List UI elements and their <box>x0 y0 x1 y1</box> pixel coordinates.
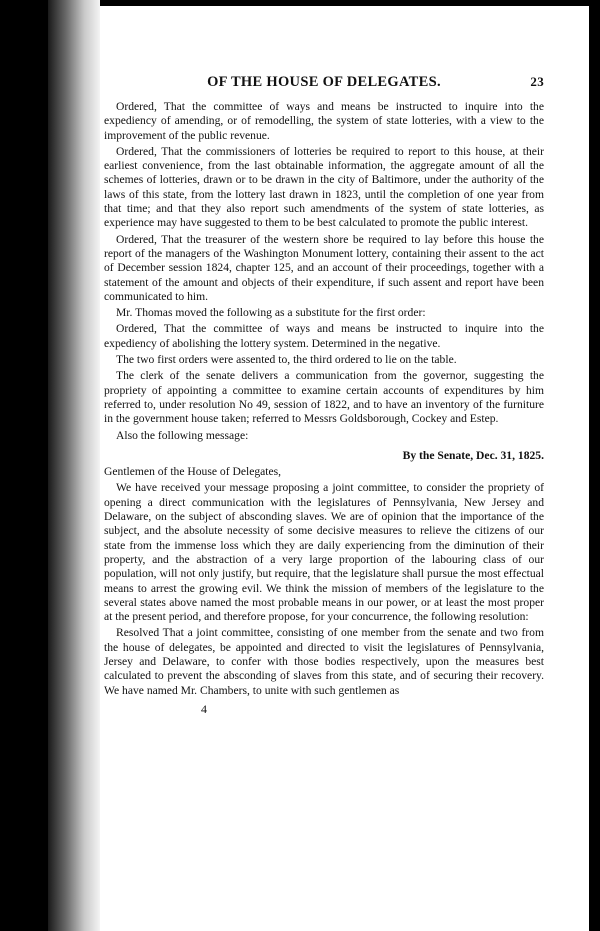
paragraph: Ordered, That the committee of ways and means be instructed to inquire into the expediency of amending, or of remodelling, the system of state lotteries, with a view to the improvement of the public revenue. <box>104 100 544 142</box>
page-number: 23 <box>530 74 544 89</box>
paragraph: Ordered, That the committee of ways and means be instructed to inquire into the expediency of abolishing the lottery system. Determined in the negative. <box>104 322 544 350</box>
paragraph: Also the following message: <box>116 428 249 442</box>
message-salutation: Gentlemen of the House of Delegates, <box>104 465 282 479</box>
signature-mark: 4 <box>201 701 207 716</box>
message-dateline: By the Senate, Dec. 31, 1825. <box>402 448 544 462</box>
running-header <box>104 74 544 96</box>
message-paragraph: We have received your message proposing a joint committee, to consider the propriety of opening a direct communication with the legislatures of Pennsylvania, New Jersey and Delaware, on the subject of absconding slaves. We are of opinion that the importance of the subject, and the absolute necessity of some decisive measures to relieve the citizens of our state from the immense loss which they are daily experiencing from the diminution of their property, and the abstraction of a very large proportion of the labouring class of our population, will not only justify, but require, that the legislature shall pursue the most effectual means to arrest the growing evil. We think the mission of members of the legislature to the several states above named the most probable means in our power, or at least the most proper at the present period, and therefore propose, for your concurrence, the following resolution: <box>104 481 544 624</box>
document-page <box>104 74 544 717</box>
page-title: OF THE HOUSE OF DELEGATES. <box>207 74 441 90</box>
book-gutter-shadow <box>48 0 100 931</box>
paragraph: Mr. Thomas moved the following as a substitute for the first order: <box>116 306 426 320</box>
scan-border-right <box>589 0 600 931</box>
message-paragraph: Resolved That a joint committee, consisting of one member from the senate and two from the house of delegates, be appointed and directed to visit the legislatures of Pennsylvania, Jersey and Delaware, to confer with those bodies respectively, upon the measures best calculated to prevent the absconding of slaves from this state, and of securing their recovery. We have named Mr. Chambers, to unite with such gentlemen as <box>104 626 544 697</box>
paragraph: Ordered, That the commissioners of lotteries be required to report to this house, at their earliest convenience, from the last obtainable information, the aggregate amount of all the schemes of lotteries, drawn or to be drawn in the city of Baltimore, under the authority of the laws of this state, from the lottery last drawn in 1823, until the completion of one year from that time; and that they also report such amendments of the system of state lotteries, as experience may have suggested to them to be best calculated to promote the public interest. <box>104 144 544 230</box>
page-body <box>104 100 544 698</box>
paragraph: Ordered, That the treasurer of the western shore be required to lay before this house the report of the managers of the Washington Monument lottery, containing their assent to the act of December session 1824, chapter 125, and an account of their proceedings, together with a statement of the amount and objects of their expenditure, if such assent and report have been communicated to him. <box>104 232 544 303</box>
paragraph: The two first orders were assented to, the third ordered to lie on the table. <box>116 353 457 367</box>
paragraph: The clerk of the senate delivers a communication from the governor, suggesting the propriety of appointing a committee to examine certain accounts of expenditures by him referred to, under resolution No 49, session of 1822, and to have an inventory of the furniture in the government house taken; referred to Messrs Goldsborough, Cockey and Estep. <box>104 369 544 426</box>
scan-border-left <box>0 0 48 931</box>
